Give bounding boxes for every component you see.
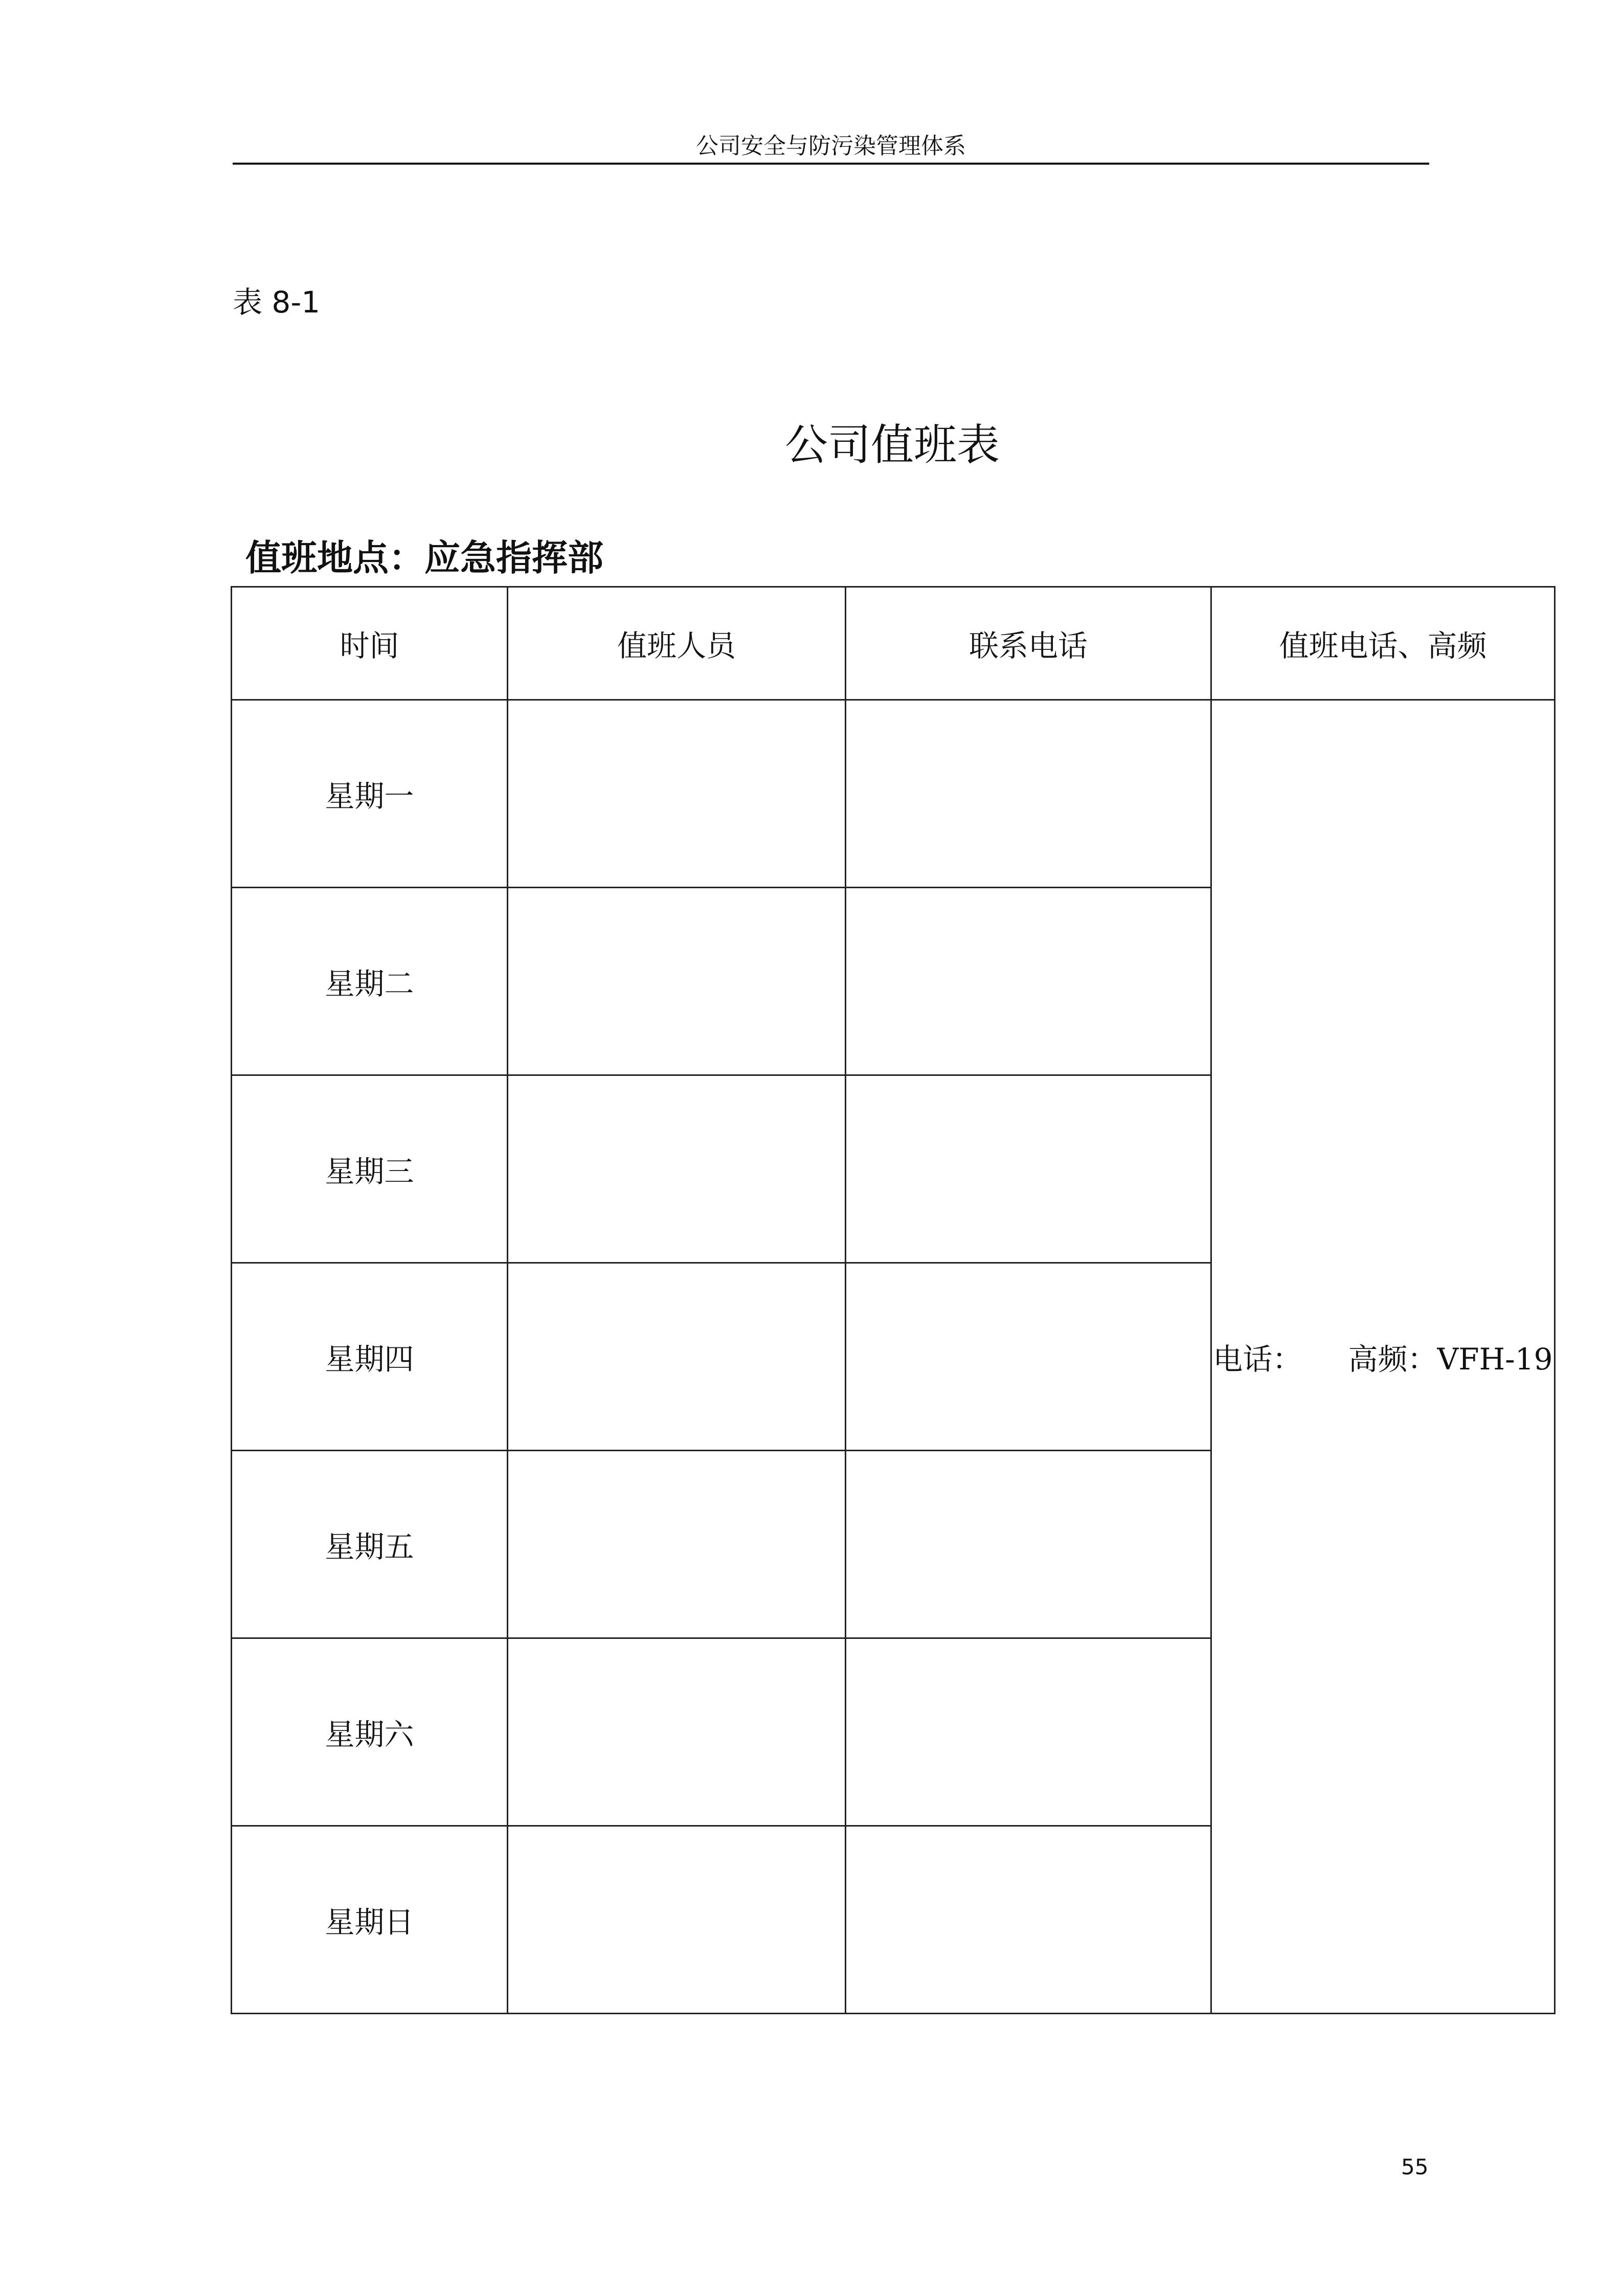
column-header-staff: 值班人员 — [508, 587, 846, 700]
table-header-row — [232, 587, 1555, 700]
day-cell: 星期六 — [232, 1638, 508, 1826]
duty-phone-label: 电话： — [1213, 1342, 1302, 1377]
staff-cell[interactable] — [508, 1075, 846, 1263]
phone-cell[interactable] — [846, 1638, 1211, 1826]
phone-cell[interactable] — [846, 1826, 1211, 2014]
header-divider — [233, 163, 1429, 165]
staff-cell[interactable] — [508, 1263, 846, 1451]
phone-cell[interactable] — [846, 1263, 1211, 1451]
page-title: 公司值班表 — [784, 420, 1000, 470]
duty-schedule-table — [231, 586, 1556, 2014]
column-header-time: 时间 — [232, 587, 508, 700]
day-cell: 星期五 — [232, 1451, 508, 1638]
phone-cell[interactable] — [846, 700, 1211, 888]
table-row — [232, 700, 1555, 888]
day-cell: 星期日 — [232, 1826, 508, 2014]
phone-cell[interactable] — [846, 1075, 1211, 1263]
staff-cell[interactable] — [508, 1826, 846, 2014]
column-header-contact-phone: 联系电话 — [846, 587, 1211, 700]
duty-location: 值班地点：应急指挥部 — [245, 536, 603, 579]
day-cell: 星期二 — [232, 888, 508, 1075]
page-number: 55 — [1401, 2154, 1429, 2179]
day-cell: 星期四 — [232, 1263, 508, 1451]
staff-cell[interactable] — [508, 888, 846, 1075]
running-header: 公司安全与防污染管理体系 — [696, 133, 966, 159]
day-cell: 星期三 — [232, 1075, 508, 1263]
duty-vhf-label: 高频：VFH-19 — [1348, 1342, 1553, 1377]
phone-cell[interactable] — [846, 888, 1211, 1075]
staff-cell[interactable] — [508, 1451, 846, 1638]
day-cell: 星期一 — [232, 700, 508, 888]
staff-cell[interactable] — [508, 700, 846, 888]
column-header-duty-phone-vhf: 值班电话、高频 — [1211, 587, 1555, 700]
duty-phone-vhf-cell — [1211, 700, 1555, 2014]
phone-cell[interactable] — [846, 1451, 1211, 1638]
table-number: 表 8-1 — [233, 285, 321, 320]
staff-cell[interactable] — [508, 1638, 846, 1826]
